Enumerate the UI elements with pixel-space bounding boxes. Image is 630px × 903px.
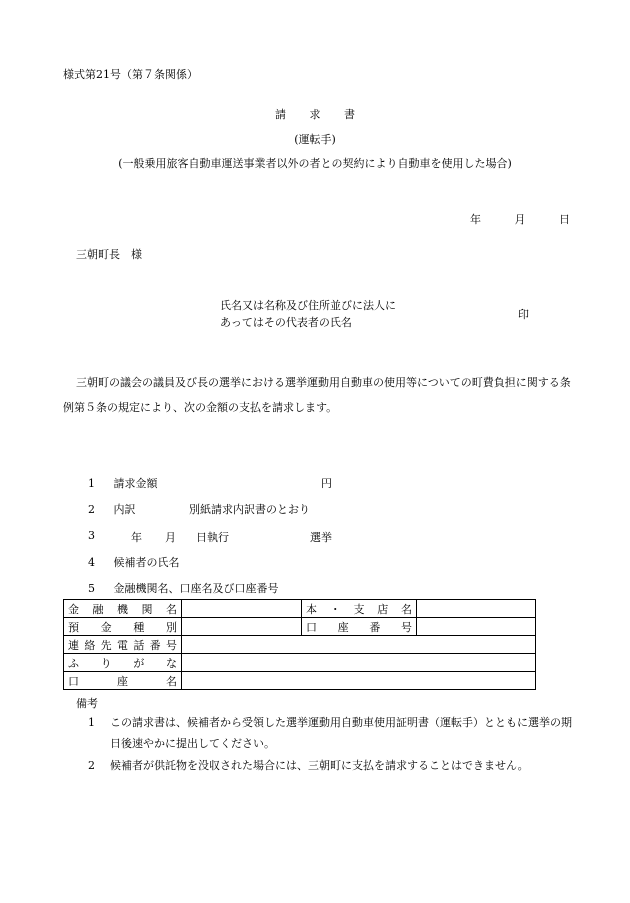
item-value: 別紙請求内訳書のとおり <box>189 503 310 516</box>
item-label: 金融機関名、口座名及び口座番号 <box>113 582 279 595</box>
field-account-number[interactable] <box>417 618 536 636</box>
table-row <box>64 636 536 654</box>
title-char-2: 求 <box>309 108 321 121</box>
table-row <box>64 654 536 672</box>
item-claim-amount <box>88 475 332 491</box>
item-day: 日執行 <box>196 531 229 544</box>
item-breakdown <box>88 501 310 517</box>
claimant-line-2: あってはその代表者の氏名 <box>220 316 352 329</box>
field-account-name[interactable] <box>182 672 536 690</box>
label-branch: 本・支店名 <box>302 600 417 618</box>
item-unit-yen: 円 <box>321 477 332 490</box>
form-number: 様式第21号（第７条関係） <box>63 68 198 81</box>
item-label: 請求金額 <box>113 477 158 490</box>
body-text: 三朝町の議会の議員及び長の選挙における選挙運動用自動車の使用等についての町費負担に関する条例第５条の規定により、次の金額の支払を請求します。 <box>63 376 571 414</box>
table-row <box>64 672 536 690</box>
title-char-3: 書 <box>344 108 355 121</box>
remark-text: この請求書は、候補者から受領した選挙運動用自動車使用証明書（運転手）とともに選挙の期日後速やかに提出してください。 <box>110 716 572 750</box>
remark-1 <box>88 712 578 754</box>
item-election-date <box>88 529 332 544</box>
item-year: 年 <box>131 531 142 544</box>
date-month: 月 <box>514 213 526 226</box>
field-institution[interactable] <box>182 600 302 618</box>
remark-text: 候補者が供託物を没収された場合には、三朝町に支払を請求することはできません。 <box>110 759 529 772</box>
item-label: 候補者の氏名 <box>113 556 180 569</box>
label-phone: 連絡先電話番号 <box>64 636 182 654</box>
item-number: 3 <box>88 529 95 542</box>
item-election: 選挙 <box>310 531 332 544</box>
label-furigana: ふりがな <box>64 654 182 672</box>
date-day: 日 <box>559 213 570 226</box>
remarks-title: 備考 <box>76 697 98 710</box>
table-row <box>64 618 536 636</box>
remark-2 <box>88 755 578 776</box>
item-month: 月 <box>165 531 176 544</box>
label-account-number: 口座番号 <box>302 618 417 636</box>
label-institution: 金融機関名 <box>64 600 182 618</box>
field-deposit-type[interactable] <box>182 618 302 636</box>
recipient: 三朝町長 様 <box>76 248 142 261</box>
title-char-1: 請 <box>275 108 286 121</box>
item-number: 4 <box>88 556 95 569</box>
item-candidate-name <box>88 554 180 570</box>
document-note: (一般乗用旅客自動車運送事業者以外の者との契約により自動車を使用した場合) <box>118 157 512 170</box>
table-row <box>64 600 536 618</box>
field-furigana[interactable] <box>182 654 536 672</box>
document-subtitle: (運転手) <box>294 133 336 146</box>
label-deposit-type: 預金種別 <box>64 618 182 636</box>
item-number: 5 <box>88 582 95 595</box>
field-phone[interactable] <box>182 636 536 654</box>
claimant-line-1: 氏名又は名称及び住所並びに法人に <box>220 299 396 312</box>
seal-mark: 印 <box>518 308 529 321</box>
document-title <box>0 106 630 122</box>
field-branch[interactable] <box>417 600 536 618</box>
item-number: 1 <box>88 477 95 490</box>
remark-number: 2 <box>88 759 95 772</box>
bank-table <box>63 599 536 690</box>
date-year: 年 <box>470 213 481 226</box>
claimant-label <box>220 297 460 331</box>
item-label: 内訳 <box>113 503 136 516</box>
remark-number: 1 <box>88 716 95 729</box>
item-number: 2 <box>88 503 95 516</box>
label-account-name: 口座名 <box>64 672 182 690</box>
item-bank-info <box>88 580 279 596</box>
date-line <box>464 211 570 227</box>
